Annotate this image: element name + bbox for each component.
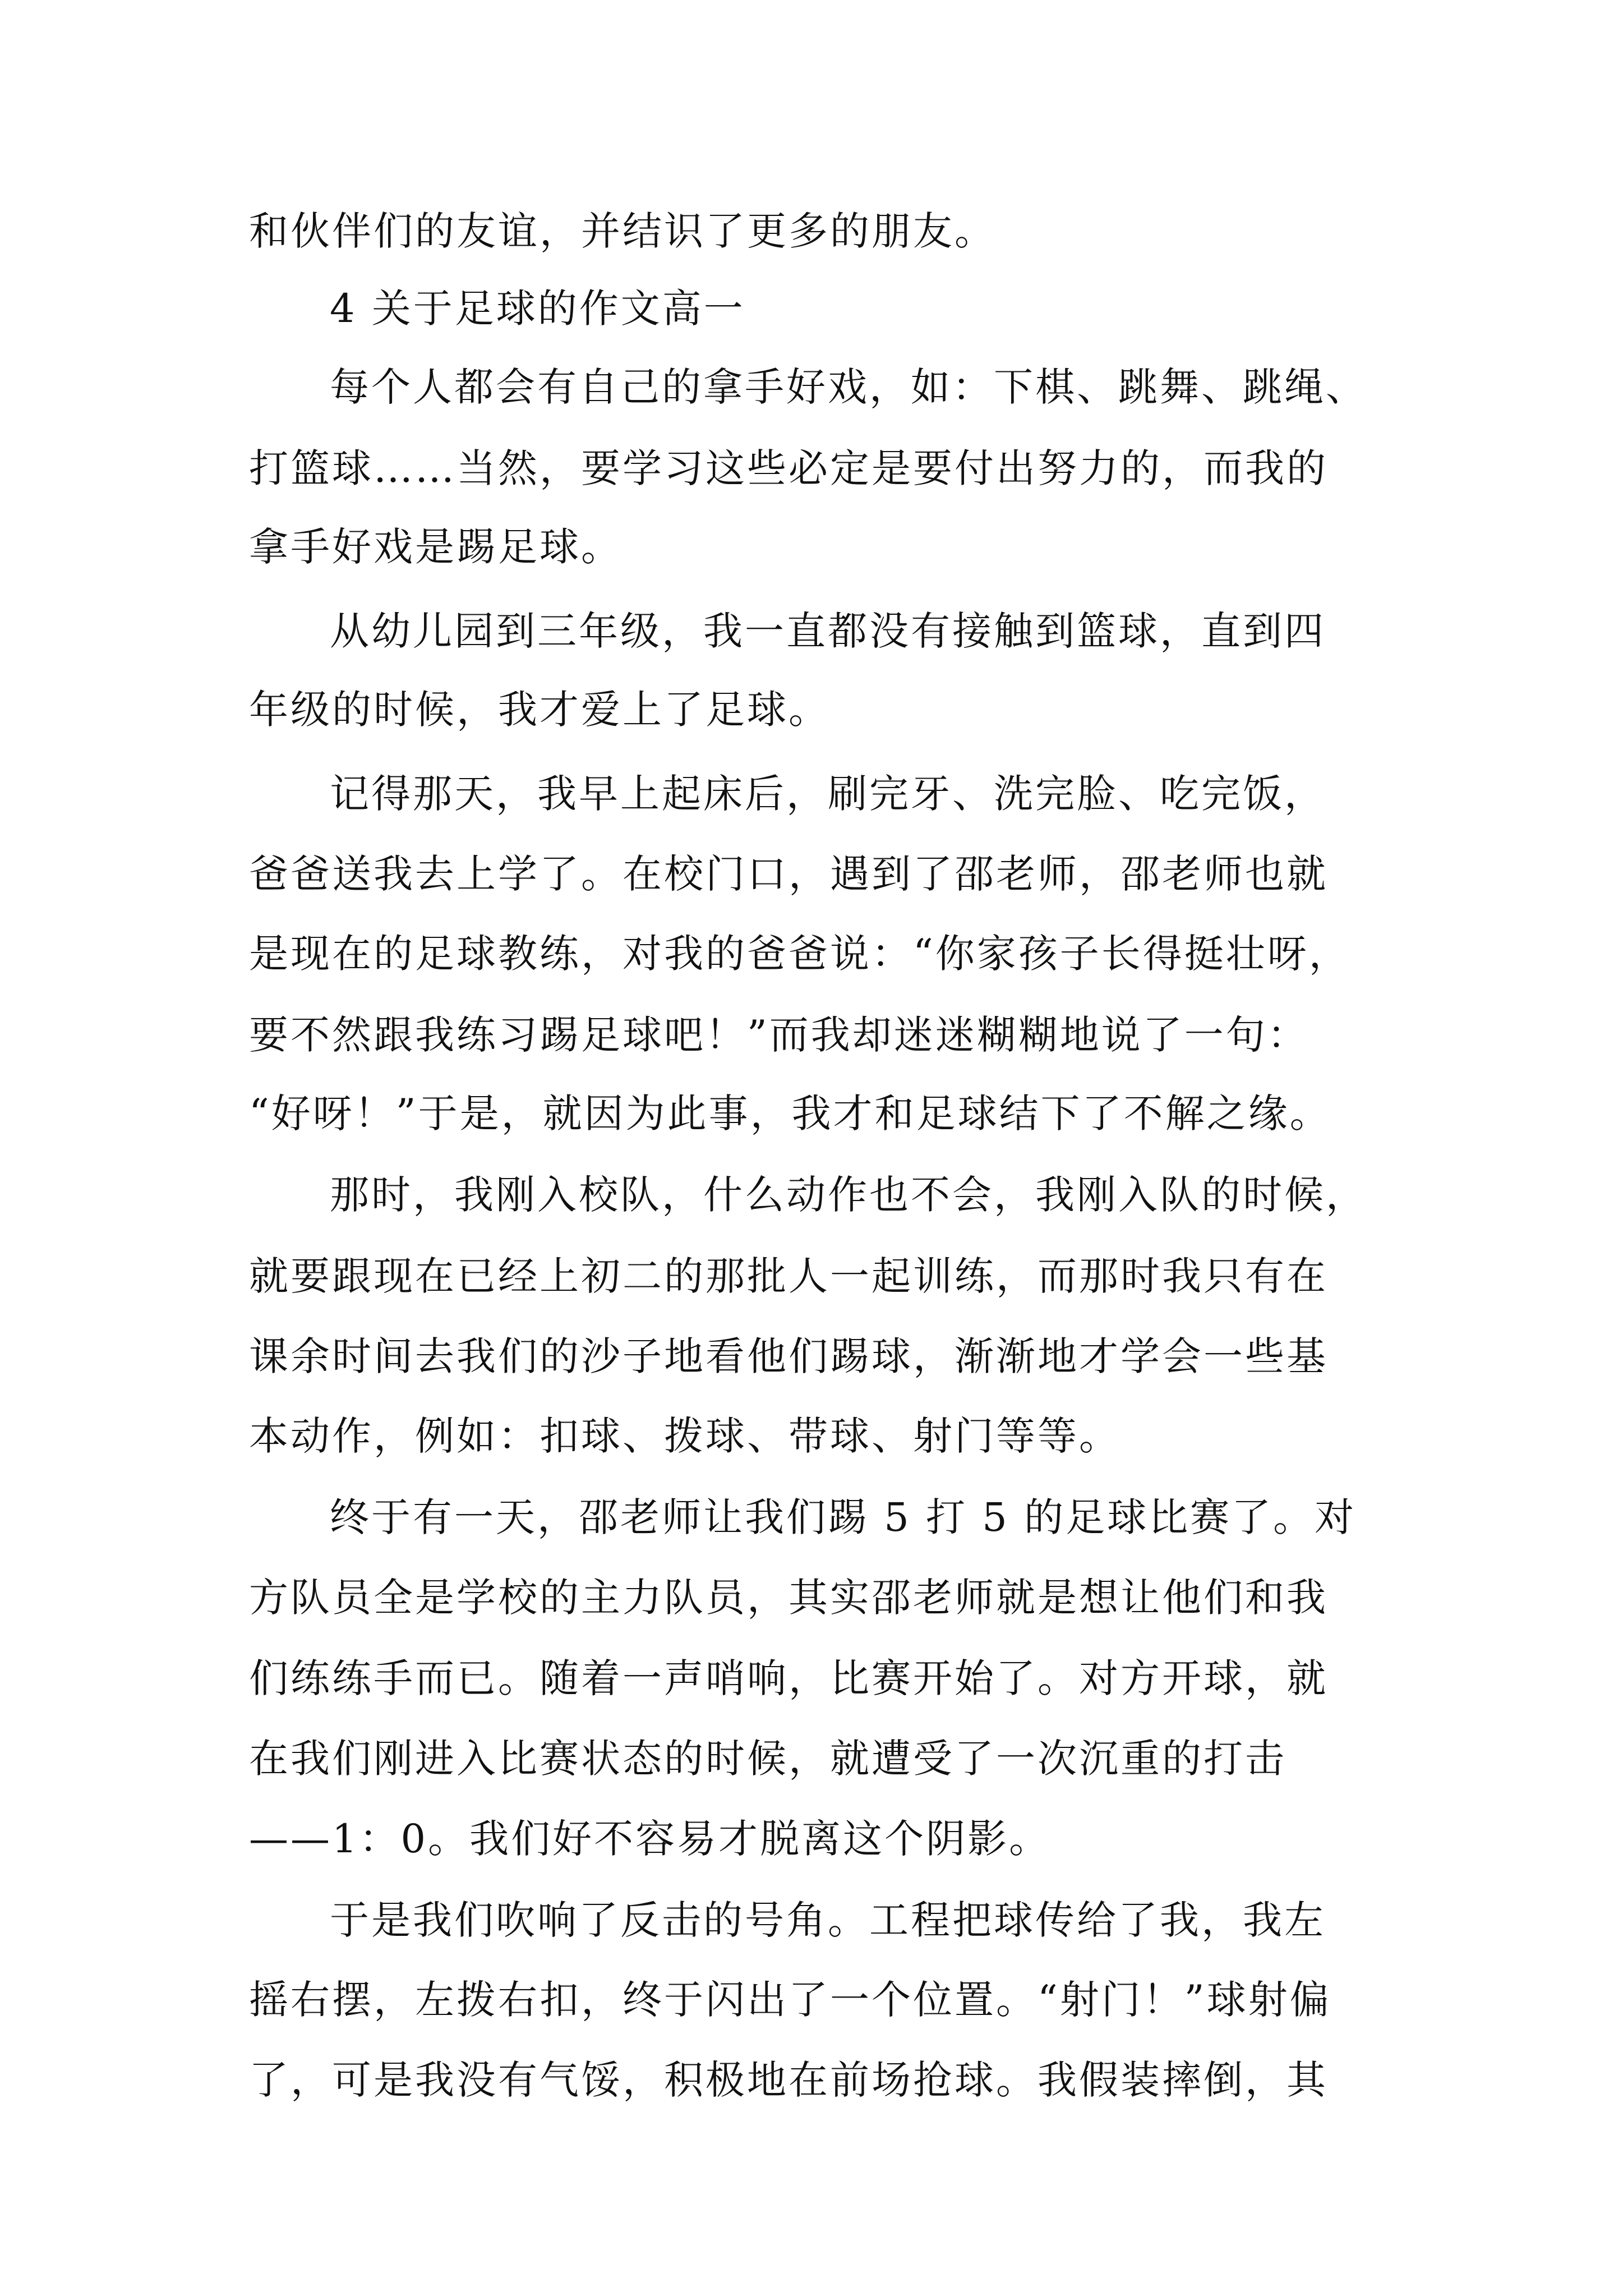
text-line: 拿手好戏是踢足球。 — [249, 524, 623, 570]
text-line: 方队员全是学校的主力队员，其实邵老师就是想让他们和我 — [249, 1575, 1328, 1621]
text-line: 本动作，例如：扣球、拨球、带球、射门等等。 — [249, 1413, 1121, 1459]
text-line: 记得那天，我早上起床后，刷完牙、洗完脸、吃完饭， — [330, 771, 1326, 817]
text-line: 们练练手而已。随着一声哨响，比赛开始了。对方开球，就 — [249, 1655, 1328, 1701]
text-line: 在我们刚进入比赛状态的时候，就遭受了一次沉重的打击 — [249, 1736, 1287, 1782]
text-line: “好呀！”于是，就因为此事，我才和足球结下了不解之缘。 — [249, 1091, 1331, 1137]
text-line: 于是我们吹响了反击的号角。工程把球传给了我，我左 — [330, 1897, 1326, 1943]
text-line: ——1：0。我们好不容易才脱离这个阴影。 — [249, 1816, 1051, 1862]
text-line: 从幼儿园到三年级，我一直都没有接触到篮球，直到四 — [330, 608, 1326, 654]
text-line: 和伙伴们的友谊，并结识了更多的朋友。 — [249, 208, 996, 254]
text-line: 是现在的足球教练，对我的爸爸说：“你家孩子长得挺壮呀， — [249, 931, 1350, 977]
text-line: 那时，我刚入校队，什么动作也不会，我刚入队的时候， — [330, 1172, 1367, 1218]
text-line: 摇右摆，左拨右扣，终于闪出了一个位置。“射门！”球射偏 — [249, 1977, 1331, 2023]
text-line: 每个人都会有自己的拿手好戏，如：下棋、跳舞、跳绳、 — [330, 364, 1367, 410]
text-line: 终于有一天，邵老师让我们踢 5 打 5 的足球比赛了。对 — [330, 1494, 1357, 1540]
text-line: 要不然跟我练习踢足球吧！”而我却迷迷糊糊地说了一句： — [249, 1012, 1309, 1058]
section-heading: 4 关于足球的作文高一 — [330, 286, 745, 332]
text-line: 打篮球……当然，要学习这些必定是要付出努力的，而我的 — [249, 445, 1328, 491]
text-line: 了，可是我没有气馁，积极地在前场抢球。我假装摔倒，其 — [249, 2057, 1328, 2103]
text-line: 爸爸送我去上学了。在校门口，遇到了邵老师，邵老师也就 — [249, 851, 1328, 897]
text-line: 课余时间去我们的沙子地看他们踢球，渐渐地才学会一些基 — [249, 1333, 1328, 1379]
text-line: 年级的时候，我才爱上了足球。 — [249, 687, 830, 733]
text-line: 就要跟现在已经上初二的那批人一起训练，而那时我只有在 — [249, 1253, 1328, 1299]
